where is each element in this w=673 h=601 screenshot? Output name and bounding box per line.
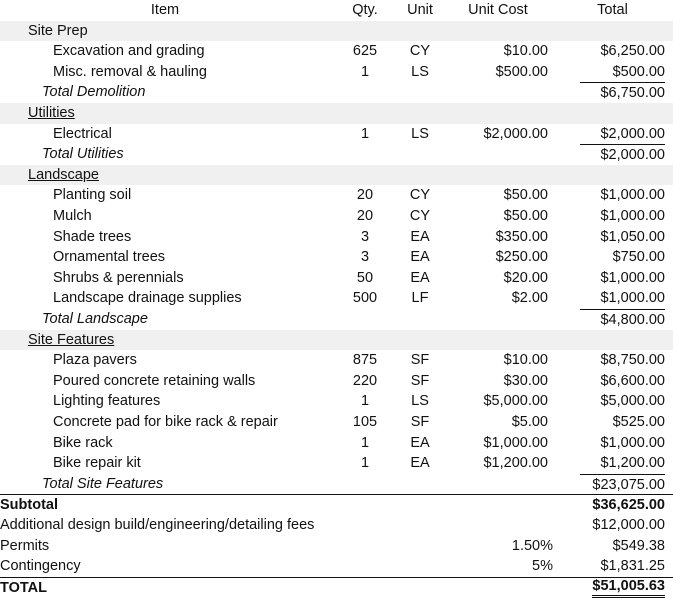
grand-total-value: $51,005.63 (592, 578, 665, 598)
section-total-label: Total Utilities (42, 146, 124, 163)
line-item-unit: SF (410, 372, 430, 389)
line-item-qty: 1 (360, 455, 370, 472)
line-item-total: $1,200.00 (600, 455, 665, 472)
header-row (0, 0, 673, 21)
line-item-total: $6,250.00 (600, 43, 665, 60)
grand-total-row (0, 577, 673, 599)
line-item-unit: CY (409, 208, 431, 224)
line-item-name: Planting soil (53, 187, 132, 204)
line-item-unit-cost: $500.00 (495, 63, 548, 80)
line-item-unit: LS (411, 393, 429, 410)
section-heading: Site Features (28, 331, 115, 348)
section-total-row (0, 144, 673, 165)
line-item-qty: 20 (356, 187, 374, 204)
line-item-unit: EA (410, 228, 430, 245)
line-item-name: Bike repair kit (53, 455, 141, 472)
contingency-row (0, 556, 673, 577)
contingency-label: Contingency (0, 558, 81, 575)
section-heading-row (0, 330, 673, 351)
line-item-total: $750.00 (612, 249, 665, 266)
line-item-total: $1,050.00 (600, 228, 665, 245)
line-item-name: Plaza pavers (53, 352, 137, 369)
line-item-unit: EA (410, 434, 430, 451)
line-item-qty: 1 (360, 63, 370, 80)
line-item-name: Misc. removal & hauling (53, 63, 207, 80)
line-item-row (0, 453, 673, 474)
line-item-unit-cost: $2.00 (511, 290, 548, 307)
section-total-value: $6,750.00 (580, 82, 665, 104)
header-unit: Unit (407, 2, 433, 18)
line-item-qty: 1 (360, 393, 370, 410)
line-item-total: $500.00 (612, 63, 665, 80)
line-item-qty: 625 (352, 43, 378, 60)
section-total-value: $4,800.00 (580, 309, 665, 331)
section-total-value: $2,000.00 (580, 144, 665, 166)
line-item-total: $1,000.00 (600, 434, 665, 451)
fees-value: $12,000.00 (592, 517, 665, 533)
line-item-row (0, 41, 673, 62)
line-item-row (0, 350, 673, 371)
line-item-row (0, 206, 673, 227)
line-item-unit-cost: $1,000.00 (483, 434, 548, 451)
line-item-unit: LF (411, 290, 429, 307)
line-item-unit: CY (409, 43, 431, 60)
header-item: Item (150, 2, 180, 18)
line-item-unit: SF (410, 414, 430, 430)
line-item-total: $5,000.00 (600, 393, 665, 410)
line-item-name: Shade trees (53, 228, 132, 245)
subtotal-row (0, 494, 673, 516)
line-item-name: Poured concrete retaining walls (53, 372, 256, 389)
section-total-label: Total Site Features (42, 475, 164, 492)
section-total-value: $23,075.00 (580, 474, 665, 496)
contingency-value: $1,831.25 (600, 558, 665, 575)
line-item-name: Concrete pad for bike rack & repair (53, 414, 278, 430)
line-item-qty: 1 (360, 434, 370, 451)
line-item-name: Lighting features (53, 393, 161, 410)
line-item-name: Electrical (53, 125, 112, 142)
line-item-qty: 50 (356, 269, 374, 286)
line-item-qty: 20 (356, 208, 374, 224)
line-item-unit: CY (409, 187, 431, 204)
line-item-total: $1,000.00 (600, 187, 665, 204)
line-item-qty: 500 (352, 290, 378, 307)
line-item-name: Ornamental trees (53, 249, 166, 266)
line-item-unit-cost: $10.00 (503, 43, 548, 60)
section-heading: Site Prep (28, 22, 88, 39)
contingency-rate: 5% (532, 558, 553, 575)
line-item-unit: EA (410, 455, 430, 472)
line-item-unit: EA (410, 269, 430, 286)
line-item-row (0, 124, 673, 145)
section-heading-row (0, 165, 673, 186)
line-item-unit-cost: $30.00 (503, 372, 548, 389)
line-item-total: $2,000.00 (600, 125, 665, 142)
line-item-row (0, 268, 673, 289)
line-item-row (0, 247, 673, 268)
line-item-total: $525.00 (612, 414, 665, 430)
line-item-unit-cost: $20.00 (503, 269, 548, 286)
line-item-name: Shrubs & perennials (53, 269, 184, 286)
section-heading-row (0, 21, 673, 42)
line-item-row (0, 62, 673, 83)
header-unit-cost: Unit Cost (468, 2, 528, 18)
line-item-unit-cost: $50.00 (503, 187, 548, 204)
permits-row (0, 536, 673, 557)
grand-total-label: TOTAL (0, 579, 47, 596)
line-item-unit-cost: $50.00 (503, 208, 548, 224)
line-item-unit: LS (411, 63, 429, 80)
line-item-total: $6,600.00 (600, 372, 665, 389)
line-item-qty: 875 (352, 352, 378, 369)
line-item-unit-cost: $5.00 (511, 414, 548, 430)
fees-row (0, 515, 673, 536)
line-item-qty: 3 (360, 228, 370, 245)
line-item-total: $1,000.00 (600, 290, 665, 307)
subtotal-label: Subtotal (0, 497, 58, 514)
line-item-row (0, 288, 673, 309)
header-qty: Qty. (352, 2, 378, 18)
line-item-name: Landscape drainage supplies (53, 290, 242, 307)
line-item-row (0, 185, 673, 206)
section-heading: Utilities (28, 105, 75, 121)
line-item-row (0, 391, 673, 412)
line-item-row (0, 227, 673, 248)
line-item-unit-cost: $5,000.00 (483, 393, 548, 410)
line-item-qty: 1 (360, 125, 370, 142)
line-item-qty: 105 (352, 414, 378, 430)
section-total-row (0, 309, 673, 330)
section-total-label: Total Landscape (42, 311, 148, 327)
fees-label: Additional design build/engineering/detailing fees (0, 517, 315, 533)
section-heading: Landscape (28, 166, 99, 183)
line-item-unit-cost: $10.00 (503, 352, 548, 369)
section-heading-row (0, 103, 673, 124)
line-item-row (0, 433, 673, 454)
line-item-name: Bike rack (53, 434, 113, 451)
section-total-row (0, 474, 673, 495)
line-item-qty: 220 (352, 372, 378, 389)
line-item-row (0, 371, 673, 392)
subtotal-value: $36,625.00 (592, 497, 665, 514)
line-item-unit-cost: $1,200.00 (483, 455, 548, 472)
line-item-name: Mulch (53, 208, 92, 224)
header-total: Total (597, 2, 628, 18)
permits-value: $549.38 (612, 537, 665, 554)
line-item-unit: LS (411, 125, 429, 142)
permits-rate: 1.50% (511, 537, 553, 554)
line-item-unit-cost: $2,000.00 (483, 125, 548, 142)
line-item-name: Excavation and grading (53, 43, 205, 60)
line-item-total: $1,000.00 (600, 208, 665, 224)
section-total-row (0, 82, 673, 103)
line-item-qty: 3 (360, 249, 370, 266)
line-item-unit: SF (410, 352, 430, 369)
line-item-unit-cost: $350.00 (495, 228, 548, 245)
line-item-unit-cost: $250.00 (495, 249, 548, 266)
line-item-row (0, 412, 673, 433)
permits-label: Permits (0, 537, 50, 554)
line-item-unit: EA (410, 249, 430, 266)
line-item-total: $1,000.00 (600, 269, 665, 286)
section-total-label: Total Demolition (42, 84, 146, 101)
line-item-total: $8,750.00 (600, 352, 665, 369)
